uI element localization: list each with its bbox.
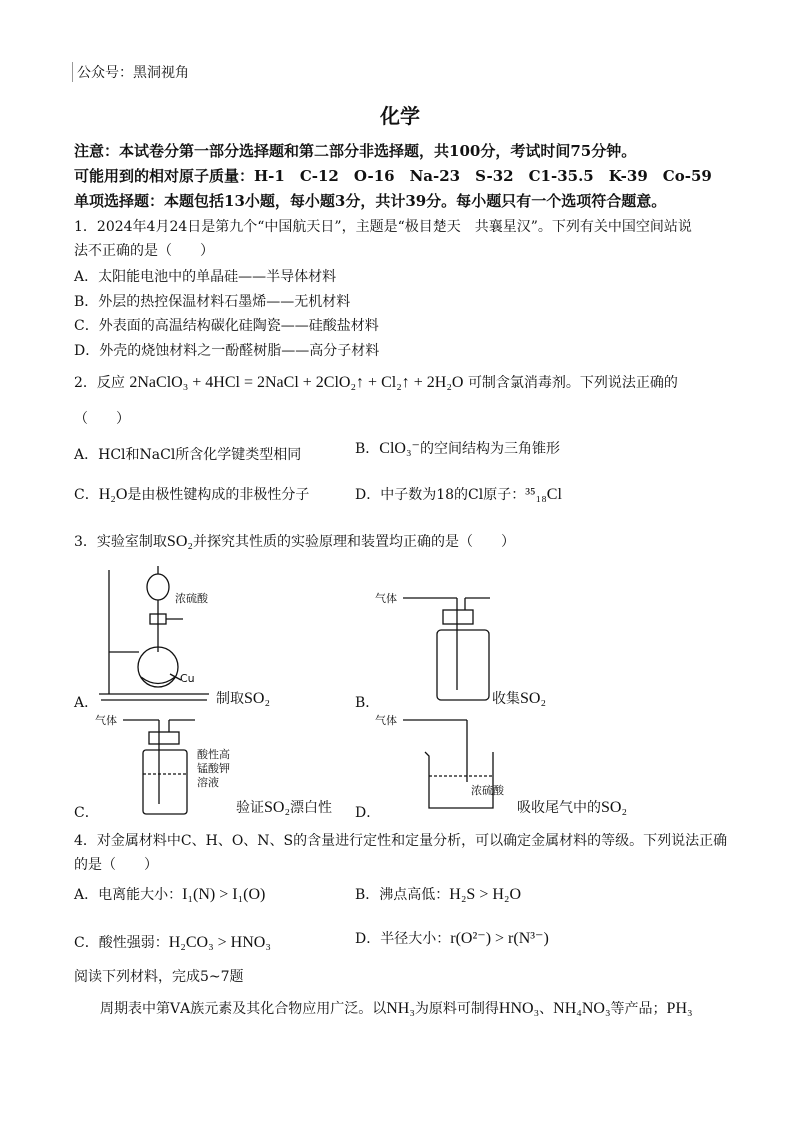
apparatus-a-generator: [95, 562, 215, 712]
section-instruction: 单项选择题：本题包括13小题，每小题3分，共计39分。每小题只有一个选项符合题意。: [74, 192, 667, 210]
watermark: 公众号：黑洞视角: [72, 62, 189, 82]
reading-paragraph: 周期表中第ⅤA族元素及其化合物应用广泛。以NH₃为原料可制得HNO₃、NH₄NO₃等产品；PH₃: [100, 1000, 693, 1017]
kmno4-label-3: 溶液: [197, 776, 219, 789]
q1-option-d: D．外壳的烧蚀材料之一酚醛树脂——高分子材料: [74, 343, 380, 359]
q2-stem: 2．反应 2NaClO₃ + 4HCl = 2NaCl + 2ClO₂↑ + Cl₂↑ + 2H₂O 可制含氯消毒剂。下列说法正确的: [74, 374, 678, 391]
q2-paren: （ ）: [74, 411, 130, 427]
q4-option-c: C．酸性强弱：H₂CO₃ > HNO₃: [74, 934, 271, 951]
q1-stem-cont: 法不正确的是（ ）: [74, 243, 214, 259]
option-b-letter: B．: [355, 695, 380, 711]
q1-option-b: B．外层的热控保温材料石墨烯——无机材料: [74, 294, 351, 310]
q4-option-a: A．电离能大小：I₁(N) > I₁(O): [74, 886, 266, 903]
option-a-caption: 制取SO₂: [216, 690, 271, 707]
chlorine-isotope: ³⁵₁₈Cl: [525, 486, 562, 503]
q2-option-a: A．HCl和NaCl所含化学键类型相同: [74, 447, 302, 463]
q2-option-d: D．中子数为18的Cl原子：³⁵₁₈Cl: [355, 486, 562, 503]
apparatus-d-beaker: [375, 712, 515, 812]
kmno4-label-1: 酸性高: [197, 748, 230, 761]
atomic-mass-note: 可能用到的相对原子质量：H-1 C-12 O-16 Na-23 S-32 C1-35.5 K-39 Co-59: [74, 167, 712, 185]
q2-reaction-equation: 2NaClO₃ + 4HCl = 2NaCl + 2ClO₂↑ + Cl₂↑ + 2H₂O: [129, 374, 464, 391]
option-c-letter: C．: [74, 805, 99, 821]
q4-option-d: D．半径大小：r(O²⁻) > r(N³⁻): [355, 930, 549, 947]
option-c-caption: 验证SO₂漂白性: [236, 799, 333, 816]
conc-acid-label-d: 浓硫酸: [471, 784, 504, 797]
q4-stem-cont: 的是（ ）: [74, 857, 158, 873]
q4-option-b: B．沸点高低：H₂S > H₂O: [355, 886, 522, 903]
q2-option-c: C．H₂O是由极性键构成的非极性分子: [74, 486, 310, 503]
option-b-caption: 收集SO₂: [492, 690, 547, 707]
q4-stem: 4．对金属材料中C、H、O、N、S的含量进行定性和定量分析，可以确定金属材料的等级。下列说法正确: [74, 833, 728, 849]
q1-option-a: A．太阳能电池中的单晶硅——半导体材料: [74, 269, 337, 285]
apparatus-c-kmno4-bottle: [95, 712, 240, 817]
q3-stem: 3．实验室制取SO₂并探究其性质的实验原理和装置均正确的是（ ）: [74, 533, 515, 550]
gas-label-b: 气体: [375, 592, 397, 605]
conc-acid-label: 浓硫酸: [175, 592, 208, 605]
page-title: 化学: [380, 104, 420, 128]
gas-label-d: 气体: [375, 714, 397, 727]
apparatus-b-collection-bottle: [375, 590, 495, 705]
q1-stem: 1．2024年4月24日是第九个“中国航天日”，主题是“极目楚天 共襄星汉”。下列有关中国空间站说: [74, 219, 692, 235]
option-a-letter: A．: [74, 695, 99, 711]
option-d-letter: D．: [355, 805, 381, 821]
option-d-caption: 吸收尾气中的SO₂: [517, 799, 628, 816]
gas-label-c: 气体: [95, 714, 117, 727]
copper-label: Cu: [180, 672, 195, 685]
kmno4-label-2: 锰酸钾: [197, 762, 230, 775]
q2-option-b: B．ClO₃⁻的空间结构为三角锥形: [355, 440, 560, 457]
chlorate-formula: ClO₃⁻: [379, 440, 420, 457]
water-formula: H₂O: [98, 486, 128, 503]
exam-note: 注意：本试卷分第一部分选择题和第二部分非选择题，共100分，考试时间75分钟。: [74, 142, 637, 160]
reading-intro: 阅读下列材料，完成5~7题: [74, 969, 244, 985]
q1-option-c: C．外表面的高温结构碳化硅陶瓷——硅酸盐材料: [74, 318, 379, 334]
